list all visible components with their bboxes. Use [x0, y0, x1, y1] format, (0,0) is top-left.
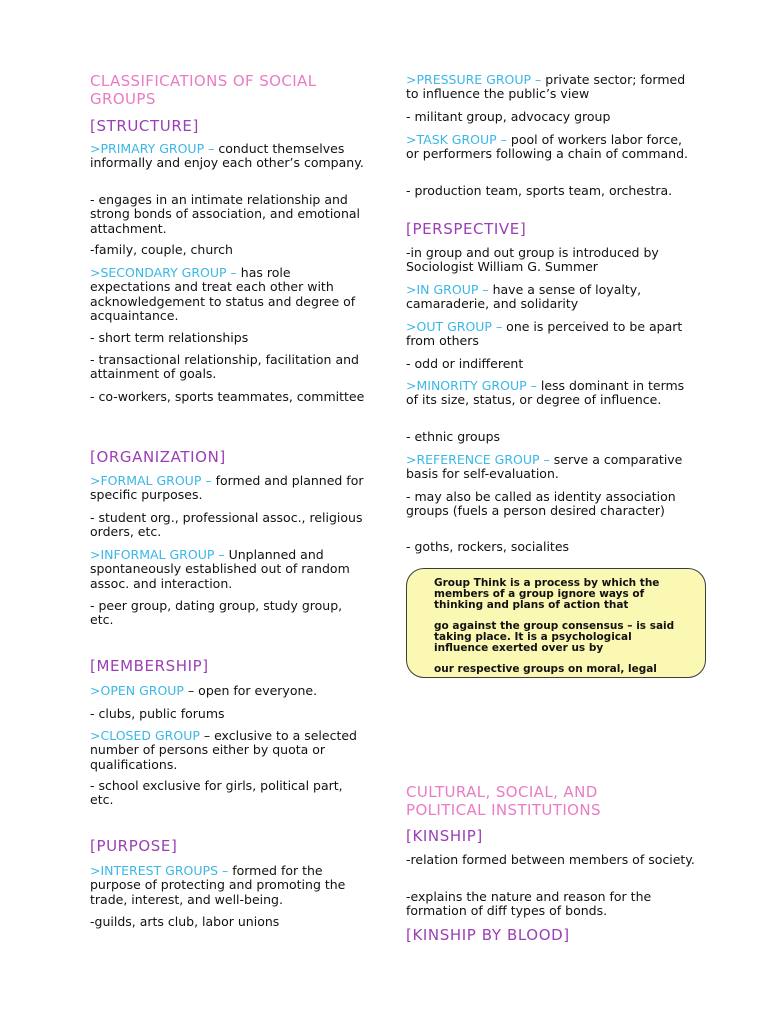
term-task-group: >TASK GROUP – [406, 132, 507, 147]
term-primary-group: >PRIMARY GROUP – [90, 141, 215, 156]
reference-group-paragraph [406, 453, 696, 482]
term-formal-group: >FORMAL GROUP – [90, 473, 212, 488]
term-minority-group: >MINORITY GROUP – [406, 378, 537, 393]
definition-text: have a sense of loyalty, camaraderie, and solidarity [406, 282, 642, 312]
heading-structure: [STRUCTURE] [90, 117, 199, 135]
paragraph: - production team, sports team, orchestra. [406, 183, 673, 198]
paragraph: - may also be called as identity association groups (fuels a person desired character) [406, 489, 676, 519]
term-reference-group: >REFERENCE GROUP – [406, 452, 550, 467]
paragraph: - odd or indifferent [406, 356, 524, 371]
heading-purpose: [PURPOSE] [90, 837, 178, 855]
definition-text: Unplanned and spontaneously established out of random assoc. and interaction. [90, 547, 350, 591]
definition-text: conduct themselves informally and enjoy each other’s company. [90, 141, 364, 171]
pressure-group-paragraph [406, 73, 696, 102]
paragraph: - peer group, dating group, study group, etc. [90, 598, 343, 628]
heading-organization: [ORGANIZATION] [90, 448, 226, 466]
callout-text: our respective groups on moral, legal [434, 663, 657, 675]
term-closed-group: >CLOSED GROUP [90, 728, 200, 743]
paragraph: - engages in an intimate relationship and strong bonds of association, and emotional attachment. [90, 192, 361, 236]
term-out-group: >OUT GROUP – [406, 319, 503, 334]
callout-text: Group Think is a process by which the members of a group ignore ways of thinking and plans of action that [434, 577, 660, 611]
group-think-callout [406, 568, 706, 678]
term-pressure-group: >PRESSURE GROUP – [406, 72, 542, 87]
paragraph: -family, couple, church [90, 242, 233, 257]
paragraph: - short term relationships [90, 330, 249, 345]
heading-membership: [MEMBERSHIP] [90, 657, 209, 675]
definition-text: private sector; formed to influence the public’s view [406, 72, 686, 102]
definition-text: – exclusive to a selected number of persons either by quota or qualifications. [90, 728, 357, 772]
definition-text: formed and planned for specific purposes. [90, 473, 364, 503]
paragraph: - transactional relationship, facilitation and attainment of goals. [90, 352, 359, 382]
title-line: GROUPS [90, 90, 156, 108]
term-interest-groups: >INTEREST GROUPS – [90, 863, 229, 878]
paragraph: - co-workers, sports teammates, committee [90, 389, 365, 404]
definition-text: one is perceived to be apart from others [406, 319, 683, 349]
paragraph: - clubs, public forums [90, 706, 225, 721]
term-secondary-group: >SECONDARY GROUP – [90, 265, 237, 280]
paragraph: -in group and out group is introduced by Sociologist William G. Summer [406, 245, 659, 275]
interest-groups-paragraph [90, 864, 365, 907]
section-title-institutions [406, 783, 601, 819]
informal-group-paragraph [90, 548, 365, 591]
task-group-paragraph [406, 133, 696, 162]
title-line: CULTURAL, SOCIAL, AND [406, 783, 598, 801]
heading-kinship: [KINSHIP] [406, 827, 483, 845]
title-line: CLASSIFICATIONS OF SOCIAL [90, 72, 317, 90]
paragraph: - ethnic groups [406, 429, 501, 444]
minority-group-paragraph [406, 379, 696, 408]
title-line: POLITICAL INSTITUTIONS [406, 801, 601, 819]
definition-text: pool of workers labor force, or performers following a chain of command. [406, 132, 688, 162]
heading-perspective: [PERSPECTIVE] [406, 220, 527, 238]
paragraph: - militant group, advocacy group [406, 109, 611, 124]
secondary-group-paragraph [90, 266, 365, 323]
term-open-group: >OPEN GROUP [90, 683, 184, 698]
definition-text: less dominant in terms of its size, status, or degree of influence. [406, 378, 685, 408]
paragraph: - goths, rockers, socialites [406, 539, 570, 554]
definition-text: has role expectations and treat each other with acknowledgement to status and degree of acquaintance. [90, 265, 356, 323]
paragraph: -explains the nature and reason for the formation of diff types of bonds. [406, 889, 652, 919]
open-group-paragraph [90, 684, 365, 698]
term-in-group: >IN GROUP – [406, 282, 489, 297]
paragraph: -relation formed between members of society. [406, 852, 695, 867]
in-group-paragraph [406, 283, 696, 312]
closed-group-paragraph [90, 729, 365, 772]
definition-text: formed for the purpose of protecting and promoting the trade, interest, and well-being. [90, 863, 346, 907]
definition-text: – open for everyone. [183, 683, 318, 698]
formal-group-paragraph [90, 474, 365, 503]
definition-text: serve a comparative basis for self-evaluation. [406, 452, 683, 482]
callout-text: go against the group consensus – is said taking place. It is a psychological influence exerted over us by [434, 620, 675, 654]
primary-group-paragraph [90, 142, 365, 171]
paragraph: - school exclusive for girls, political part, etc. [90, 778, 343, 808]
paragraph: -guilds, arts club, labor unions [90, 914, 280, 929]
term-informal-group: >INFORMAL GROUP – [90, 547, 225, 562]
out-group-paragraph [406, 320, 696, 349]
heading-kinship-by-blood: [KINSHIP BY BLOOD] [406, 926, 570, 944]
section-title-classifications [90, 72, 316, 108]
paragraph: - student org., professional assoc., religious orders, etc. [90, 510, 363, 540]
